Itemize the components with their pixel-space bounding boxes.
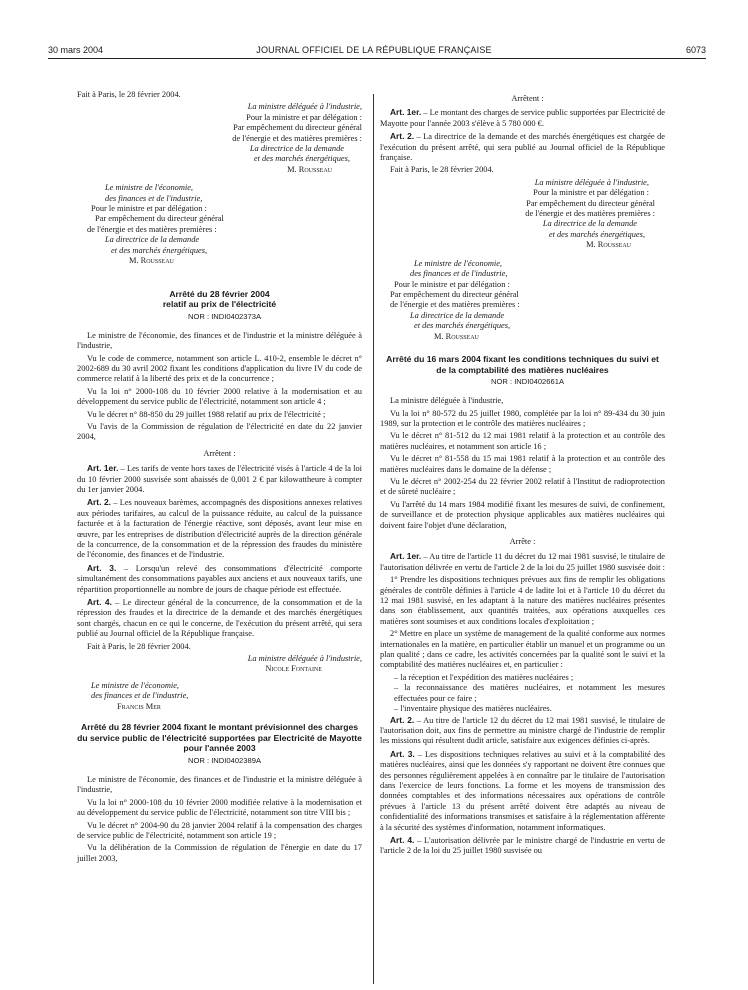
- arrete-heading: Arrêtent :: [511, 94, 544, 103]
- journal-title: JOURNAL OFFICIEL DE LA RÉPUBLIQUE FRANÇAISE: [256, 45, 492, 55]
- numbered-item: 1° Prendre les dispositions techniques prévues aux fins de remplir les obligations générales de contrôle définies à l'article 4 de ladite loi et à l'article 10 du décret du 12 mai 1981 susvisé, en les adaptant à la nature des matières nucléaires présentes dans son établissement, aux quantités traitées, aux opérations auxquelles ces matières sont soumises et aux conditions locales d'exploitation ;: [380, 575, 665, 626]
- decree-title: Arrêté du 28 février 2004 relatif au prix de l'électricité: [162, 288, 277, 310]
- signature-line: et des marchés énergétiques,: [548, 229, 645, 239]
- signature-line: Par empêchement du directeur général: [233, 123, 362, 133]
- signature-line: La directrice de la demande: [542, 219, 637, 229]
- signature-line: de l'énergie et des matières premières :: [525, 209, 655, 219]
- dash-item: – l'inventaire physique des matières nucléaires.: [394, 704, 552, 714]
- signature-line: Le ministre de l'économie,: [414, 258, 503, 268]
- signature-line: Pour le ministre et par délégation :: [91, 204, 207, 214]
- signature-line: La ministre déléguée à l'industrie,: [247, 654, 362, 664]
- paragraph: Vu la loi n° 2000-108 du 10 février 2000 relative à la modernisation et au développement du service public de l'électricité, notamment son article 4 ;: [77, 386, 362, 407]
- signature-date: Fait à Paris, le 28 février 2004.: [77, 90, 181, 99]
- numbered-item: 2° Mettre en place un système de management de la qualité conforme aux normes internationales en la matière, en particulier établir un manuel et un programme ou un plan qualité ; dans ce cadre, les activités concernées par la qualité sont le suivi et la comptabilité des matières nucléaires et, en particulier :: [380, 629, 665, 670]
- signature-name: M. Rousseau: [586, 240, 631, 250]
- article: Art. 1er. – Au titre de l'article 11 du décret du 12 mai 1981 susvisé, le titulaire de l'autorisation délivrée en vertu de l'article 2 de la loi du 25 juillet 1980 susvisée doit :: [380, 551, 665, 572]
- decree-title: Arrêté du 28 février 2004 fixant le montant prévisionnel des charges du service public de l'électricité supportées par Electricité de Mayotte pour l'année 2003: [77, 722, 362, 754]
- signature-line: des finances et de l'industrie,: [105, 193, 203, 203]
- dash-item: – la reconnaissance des matières nucléaires, et notamment les mesures effectuées pour ce faire ;: [394, 683, 665, 703]
- paragraph: Vu le décret n° 2002-254 du 22 février 2002 relatif à l'Institut de radioprotection et de sûreté nucléaire ;: [380, 476, 665, 497]
- signature-line: La ministre déléguée à l'industrie,: [534, 177, 649, 187]
- signature-line: Le ministre de l'économie,: [105, 183, 194, 193]
- column-divider: [373, 94, 374, 984]
- paragraph: Vu l'avis de la Commission de régulation de l'électricité en date du 22 janvier 2004,: [77, 421, 362, 442]
- signature-line: et des marchés énergétiques,: [414, 321, 511, 331]
- paragraph: Le ministre de l'économie, des finances et de l'industrie et la ministre déléguée à l'industrie,: [77, 774, 362, 795]
- signature-line: Par empêchement du directeur général: [526, 198, 655, 208]
- paragraph: Vu la délibération de la Commission de régulation de l'énergie en date du 17 juillet 2003,: [77, 843, 362, 863]
- paragraph: Vu le code de commerce, notamment son article L. 410-2, ensemble le décret n° 2002-689 du 30 avril 2002 fixant les conditions d'application du livre IV du code de commerce relatif à la liberté des prix et de la concurrence ;: [77, 353, 362, 384]
- signature-name: M. Rousseau: [434, 331, 479, 341]
- signature-line: de l'énergie et des matières premières :: [87, 224, 217, 234]
- article: Art. 2. – La directrice de la demande et des marchés énergétiques est chargée de l'exécution du présent arrêté, qui sera publié au Journal officiel de la République française.: [380, 131, 665, 163]
- signature-line: de l'énergie et des matières premières :: [390, 300, 520, 310]
- nor-reference: NOR : INDI0402389A: [187, 755, 262, 765]
- paragraph: Vu le décret n° 81-558 du 15 mai 1981 relatif à la protection et au contrôle des matières nucléaires dans le domaine de la défense ;: [380, 454, 665, 474]
- decree-title: Arrêté du 16 mars 2004 fixant les conditions techniques du suivi et de la comptabilité des matières nucléaires: [386, 353, 659, 375]
- signature-line: La directrice de la demande: [249, 144, 344, 154]
- left-column: [77, 90, 362, 866]
- signature-block: [380, 259, 665, 342]
- arrete-heading: Arrêtent :: [203, 448, 236, 458]
- paragraph: Vu le décret n° 81-512 du 12 mai 1981 relatif à la protection et au contrôle des matières nucléaires, et notamment son article 16 ;: [380, 431, 665, 451]
- paragraph: Vu le décret n° 2004-90 du 28 janvier 2004 relatif à la compensation des charges de service public de l'électricité, notamment son article 19 ;: [77, 820, 362, 840]
- article: Art. 1er. – Les tarifs de vente hors taxes de l'électricité visés à l'article 4 de la loi du 10 février 2000 susvisée sont abaissés de 0,001 2 € par kilowattheure à compter du 1er janvier 2004.: [77, 463, 362, 494]
- signature-line: Par empêchement du directeur général: [390, 289, 519, 299]
- signature-block: [380, 178, 665, 251]
- signature-line: Pour le ministre et par délégation :: [394, 279, 510, 289]
- signature-line: des finances et de l'industrie,: [410, 269, 508, 279]
- dash-item: – la réception et l'expédition des matières nucléaires ;: [394, 672, 574, 682]
- signature-name: Francis Mer: [117, 701, 161, 711]
- arrete-heading: Arrête :: [509, 537, 536, 546]
- signature-line: et des marchés énergétiques,: [111, 245, 208, 255]
- article: Art. 2. – Au titre de l'article 12 du décret du 12 mai 1981 susvisé, le titulaire de l'autorisation doit, aux fins de permettre au ministre chargé de l'industrie de remplir les missions qui résultent dudit article, satisfaire aux exigences définies ci-après.: [380, 714, 665, 746]
- article: Art. 3. – Lorsqu'un relevé des consommations d'électricité comporte simultanément des consommations payables aux anciens et aux nouveaux tarifs, une répartition proportionnelle au nombre de jours de chaque période est effectuée.: [77, 562, 362, 594]
- signature-line: La directrice de la demande: [105, 235, 200, 245]
- article: Art. 3. – Les dispositions techniques relatives au suivi et à la comptabilité des matières nucléaires, ainsi que les données s'y rapportant ne doivent être connues que des personnes régulièrement appelées à en connaître par le titulaire de l'autorisation dans l'exercice de leurs fonctions. La forme et les moyens de transmission des données comptables et des informations nécessaires aux opérations de contrôle prévues à l'article 13 du présent arrêté doivent être adaptés au niveau de confidentialité des informations transmises et satisfaire à la réglementation afférente à la sécurité des systèmes d'information, notamment informatiques.: [380, 748, 665, 832]
- signature-line: et des marchés énergétiques,: [253, 154, 350, 164]
- header-rule: [48, 58, 706, 59]
- paragraph: Vu la loi n° 2000-108 du 10 février 2000 modifiée relative à la modernisation et au développement du service public de l'électricité, notamment son titre VIII bis ;: [77, 797, 362, 818]
- page-header: [0, 0, 748, 60]
- paragraph: Vu le décret n° 88-850 du 29 juillet 1988 relatif au prix de l'électricité ;: [87, 409, 326, 419]
- paragraph: Vu la loi n° 80-572 du 25 juillet 1980, complétée par la loi n° 89-434 du 30 juin 1989, sur la protection et le contrôle des matières nucléaires ;: [380, 408, 665, 428]
- header-date: 30 mars 2004: [48, 45, 104, 55]
- signature-name: M. Rousseau: [287, 164, 332, 174]
- article: Art. 4. – Le directeur général de la concurrence, de la consommation et de la répression des fraudes et la directrice de la demande et des marchés énergétiques sont chargés, chacun en ce qui le concerne, de l'exécution du présent arrêté, qui sera publié au Journal officiel de la République française.: [77, 597, 362, 639]
- right-column: [380, 94, 665, 859]
- nor-reference: NOR : INDI0402373A: [187, 311, 262, 321]
- article: Art. 2. – Les nouveaux barèmes, accompagnés des dispositions annexes relatives aux périodes tarifaires, au calcul de la puissance réduite, au calcul de la puissance facturée et à la facturation de l'énergie réactive, sont déposés, avant leur mise en œuvre, par les entreprises de distribution d'électricité auprès de la direction générale de la concurrence, de la consommation et de la répression des fraudes du ministère de l'économie, des finances et de l'industrie.: [77, 497, 362, 560]
- signature-line: La directrice de la demande: [410, 310, 505, 320]
- signature-line: Pour la ministre et par délégation :: [246, 112, 362, 122]
- signature-line: Pour la ministre et par délégation :: [533, 188, 649, 198]
- article: Art. 4. – L'autorisation délivrée par le ministre chargé de l'industrie en vertu de l'article 2 de la loi du 25 juillet 1980 susvisée ou: [380, 834, 665, 856]
- signature-date: Fait à Paris, le 28 février 2004.: [390, 165, 494, 175]
- signature-line: Le ministre de l'économie,: [91, 680, 180, 690]
- paragraph: Vu l'arrêté du 14 mars 1984 modifié fixant les mesures de suivi, de confinement, de surveillance et de protection physique applicables aux matières nucléaires qui doivent faire l'objet d'une déclaration,: [380, 499, 665, 530]
- signature-block: [77, 183, 362, 266]
- paragraph: La ministre déléguée à l'industrie,: [390, 396, 504, 406]
- signature-line: La ministre déléguée à l'industrie,: [247, 102, 362, 112]
- article: Art. 1er. – Le montant des charges de service public supportées par Electricité de Mayotte pour l'année 2003 s'élève à 5 780 000 €.: [380, 107, 665, 128]
- signature-line: des finances et de l'industrie,: [91, 691, 189, 701]
- signature-block: [77, 102, 362, 175]
- signature-date: Fait à Paris, le 28 février 2004.: [87, 641, 191, 651]
- page-number: 6073: [685, 45, 706, 55]
- signature-line: de l'énergie et des matières premières :: [232, 133, 362, 143]
- signature-name: Nicole Fontaine: [265, 664, 322, 674]
- signature-block: [77, 681, 362, 712]
- nor-reference: NOR : INDI0402661A: [490, 377, 565, 387]
- signature-name: M. Rousseau: [129, 256, 174, 266]
- signature-line: Par empêchement du directeur général: [95, 214, 224, 224]
- paragraph: Le ministre de l'économie, des finances et de l'industrie et la ministre déléguée à l'industrie,: [77, 330, 362, 351]
